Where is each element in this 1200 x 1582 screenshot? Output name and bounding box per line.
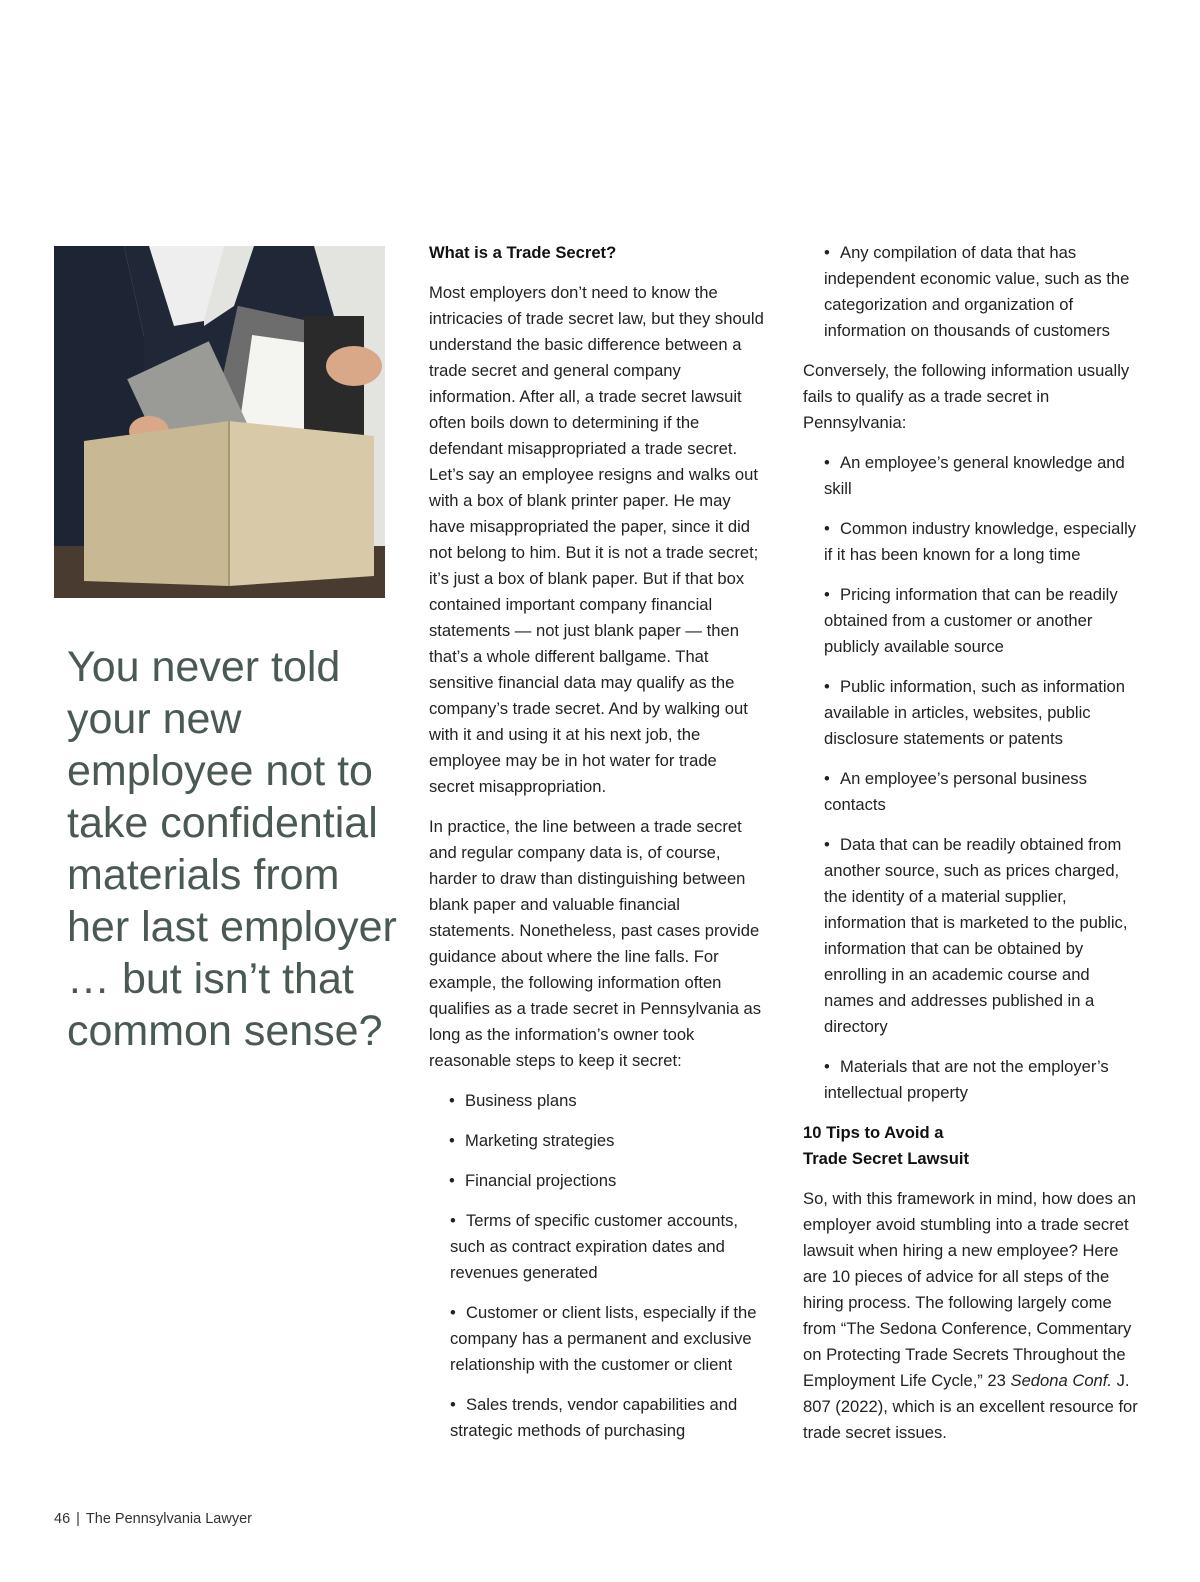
list-item: • Financial projections (449, 1171, 617, 1190)
list-item: • Data that can be readily obtained from another source, such as prices charged, the identity of a material supplier, information that is marketed to the public, information that can be obtained by enrolling in an academic course and names and addresses published in a directory (824, 835, 1128, 1036)
paragraph: Most employers don’t need to know the intricacies of trade secret law, but they should understand the basic difference between a trade secret and general company information. After all, a trade secret lawsuit often boils down to determining if the defendant misappropriated a trade secret. Let’s say an employee resigns and walks out with a box of blank printer paper. He may have misappropriated the paper, since it did not belong to him. But it is not a trade secret; it’s just a box of blank paper. But if that box contained important company financial statements — not just blank paper — then that’s a whole different ballgame. That sensitive financial data may qualify as the company’s trade secret. And by walking out with it and using it at his next job, the employee may be in hot water for trade secret misappropriation. (429, 283, 764, 796)
list-item: • An employee’s personal business contacts (824, 769, 1087, 814)
section-heading-10-tips: 10 Tips to Avoid a Trade Secret Lawsuit (803, 1123, 970, 1168)
paragraph: Conversely, the following information usually fails to qualify as a trade secret in Pennsylvania: (803, 361, 1130, 432)
article-photo-box-of-office-items (54, 246, 385, 598)
publication-name: The Pennsylvania Lawyer (85, 1511, 252, 1527)
list-item: • Materials that are not the employer’s intellectual property (824, 1057, 1109, 1102)
paragraph: In practice, the line between a trade secret and regular company data is, of course, harder to draw than distinguishing between blank paper and valuable financial statements. Nonetheless, past cases provide guidance about where the line falls. For example, the following information often qualifies as a trade secret in Pennsylvania as long as the information’s owner took reasonable steps to keep it secret: (429, 817, 762, 1070)
list-item: • Common industry knowledge, especially if it has been known for a long time (824, 519, 1137, 564)
list-item: • Business plans (449, 1091, 577, 1110)
list-item: • Marketing strategies (449, 1131, 615, 1150)
list-item: • Sales trends, vendor capabilities and strategic methods of purchasing (450, 1395, 738, 1440)
paragraph: So, with this framework in mind, how does an employer avoid stumbling into a trade secret lawsuit when hiring a new employee? Here are 10 pieces of advice for all steps of the hiring process. The following largely come from “The Sedona Conference, Commentary on Protecting Trade Secrets Throughout the Employment Life Cycle,” 23 Sedona Conf. J. 807 (2022), which is an excellent resource for trade secret issues. (803, 1189, 1138, 1442)
article-column-1 (429, 240, 764, 1458)
list-item: • Pricing information that can be readily obtained from a customer or another publicly available source (824, 585, 1118, 656)
footer-separator: | (76, 1511, 80, 1527)
list-item: • Any compilation of data that has independent economic value, such as the categorization and organization of information on thousands of customers (824, 243, 1130, 340)
list-item: • An employee’s general knowledge and skill (824, 453, 1125, 498)
pull-quote: You never told your new employee not to take confidential materials from her last employer … but isn’t that common sense? (67, 643, 397, 1055)
page-footer (54, 1511, 252, 1527)
section-heading-trade-secret: What is a Trade Secret? (429, 243, 617, 262)
article-column-2 (803, 240, 1143, 1460)
page-number: 46 (54, 1511, 71, 1527)
list-item: • Terms of specific customer accounts, such as contract expiration dates and revenues generated (450, 1211, 739, 1282)
list-item: • Customer or client lists, especially if the company has a permanent and exclusive relationship with the customer or client (450, 1303, 757, 1374)
list-item: • Public information, such as information available in articles, websites, public disclosure statements or patents (824, 677, 1125, 748)
